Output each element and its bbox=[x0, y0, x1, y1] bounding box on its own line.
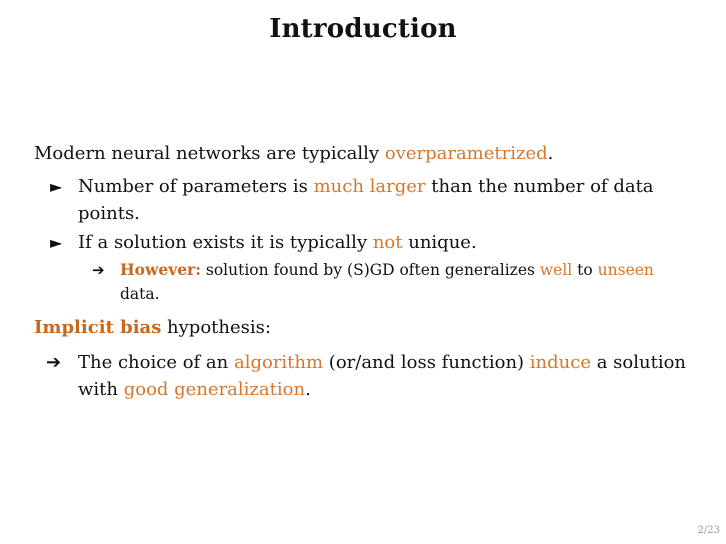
arrow-highlight: good generalization bbox=[123, 379, 306, 400]
arrow-highlight: induce bbox=[529, 352, 591, 373]
arrow-text: . bbox=[305, 379, 311, 400]
sub-text: to bbox=[572, 261, 598, 279]
bullet-highlight: much larger bbox=[313, 176, 426, 197]
bullet-solution bbox=[34, 229, 694, 256]
sub-highlight: unseen bbox=[597, 261, 654, 279]
intro-text: Modern neural networks are typically bbox=[34, 143, 385, 164]
sub-bullet-however bbox=[34, 258, 694, 306]
bullet-algorithm-choice bbox=[34, 349, 694, 403]
bullet-text: Number of parameters is bbox=[78, 176, 314, 197]
arrow-text: The choice of an bbox=[78, 352, 234, 373]
arrow-text: a solution with bbox=[78, 352, 687, 400]
triangle-bullet-icon: ► bbox=[50, 177, 63, 196]
hypothesis-text: hypothesis: bbox=[161, 317, 271, 338]
arrow-text: (or/and loss function) bbox=[323, 352, 530, 373]
page-number: 2/23 bbox=[697, 525, 720, 536]
slide-title: Introduction bbox=[269, 14, 457, 44]
arrow-bullet-icon: ➔ bbox=[46, 352, 62, 373]
intro-highlight: overparametrized bbox=[384, 143, 548, 164]
arrow-bullet-icon: ➔ bbox=[92, 261, 105, 279]
arrow-highlight: algorithm bbox=[233, 352, 324, 373]
sub-text: solution found by (S)GD often generalizes bbox=[200, 261, 540, 279]
sub-text: data. bbox=[120, 285, 160, 303]
implicit-bias-label: Implicit bias bbox=[34, 317, 162, 338]
triangle-bullet-icon: ► bbox=[50, 233, 63, 252]
bullet-text: than the number of data points. bbox=[78, 176, 654, 224]
intro-suffix: . bbox=[547, 143, 554, 164]
however-label: However: bbox=[120, 260, 201, 279]
intro-line bbox=[34, 140, 694, 167]
sub-highlight: well bbox=[539, 261, 573, 279]
bullet-text: If a solution exists it is typically bbox=[78, 232, 373, 253]
hypothesis-line bbox=[34, 314, 694, 341]
bullet-parameters bbox=[34, 173, 694, 227]
slide-content bbox=[34, 140, 694, 403]
bullet-text: unique. bbox=[402, 232, 477, 253]
bullet-highlight: not bbox=[372, 232, 403, 253]
